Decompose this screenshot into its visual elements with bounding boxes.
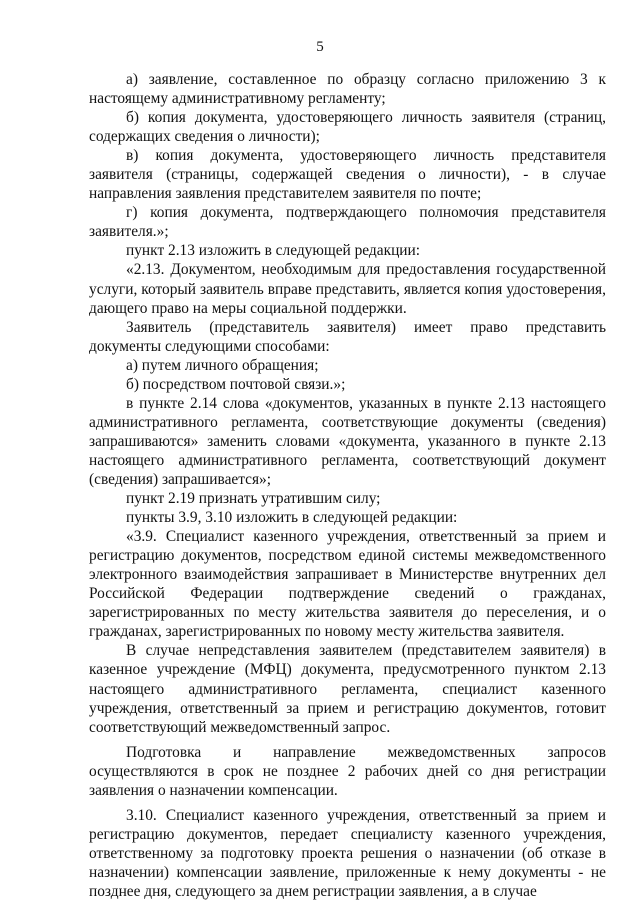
paragraph: г) копия документа, подтверждающего полномочия представителя заявителя.»; bbox=[89, 204, 606, 241]
paragraph: а) заявление, составленное по образцу согласно приложению 3 к настоящему административному регламенту; bbox=[89, 71, 606, 108]
paragraph: в) копия документа, удостоверяющего личность представителя заявителя (страницы, содержащей сведения о личности), - в случае направления заявления представителем заявителя по почте; bbox=[89, 147, 606, 203]
paragraph: пункт 2.13 изложить в следующей редакции: bbox=[126, 242, 421, 260]
paragraph: б) копия документа, удостоверяющего личность заявителя (страниц, содержащих сведения о личности); bbox=[89, 109, 606, 146]
paragraph: «2.13. Документом, необходимым для предоставления государственной услуги, который заявитель вправе представить, является копия удостоверения, дающего право на меры социальной поддержки. bbox=[89, 261, 606, 317]
paragraph: 3.10. Специалист казенного учреждения, ответственный за прием и регистрацию документов, передает специалисту казенного учреждения, ответственному за подготовку проекта решения о назначении (об отказе в назначении) компенсации заявление, приложенные к нему документы - не позднее дня, следующего за днем регистрации заявления, а в случае bbox=[89, 806, 606, 900]
paragraph: в пункте 2.14 слова «документов, указанных в пункте 2.13 настоящего административного регламента, соответствующие документы (сведения) запрашиваются» заменить словами «документа, указанного в пункте 2.13 настоящего административного регламента, соответствующий документ (сведения) запрашивается»; bbox=[89, 394, 606, 488]
page-number: 5 bbox=[316, 39, 324, 55]
document-body bbox=[89, 70, 606, 901]
paragraph: В случае непредставления заявителем (представителем заявителя) в казенное учреждение (МФЦ) документа, предусмотренного пунктом 2.13 настоящего административного регламента, специалист казенного учреждения, ответственный за прием и регистрацию документов, готовит соответствующий межведомственный запрос. bbox=[89, 642, 606, 736]
paragraph: пункты 3.9, 3.10 изложить в следующей редакции: bbox=[126, 509, 458, 527]
paragraph: Заявитель (представитель заявителя) имеет право представить документы следующими способами: bbox=[89, 318, 606, 355]
paragraph: Подготовка и направление межведомственных запросов осуществляются в срок не позднее 2 рабочих дней со дня регистрации заявления о назначении компенсации. bbox=[89, 743, 606, 799]
paragraph: пункт 2.19 признать утратившим силу; bbox=[126, 490, 381, 508]
paragraph: б) посредством почтовой связи.»; bbox=[126, 375, 346, 393]
paragraph: «3.9. Специалист казенного учреждения, ответственный за прием и регистрацию документов, посредством единой системы межведомственного электронного взаимодействия запрашивает в Министерстве внутренних дел Российской Федерации подтверждение сведений о гражданах, зарегистрированных по месту жительства заявителя до переселения, и о гражданах, зарегистрированных по новому месту жительства заявителя. bbox=[89, 528, 606, 641]
paragraph: а) путем личного обращения; bbox=[126, 356, 319, 374]
